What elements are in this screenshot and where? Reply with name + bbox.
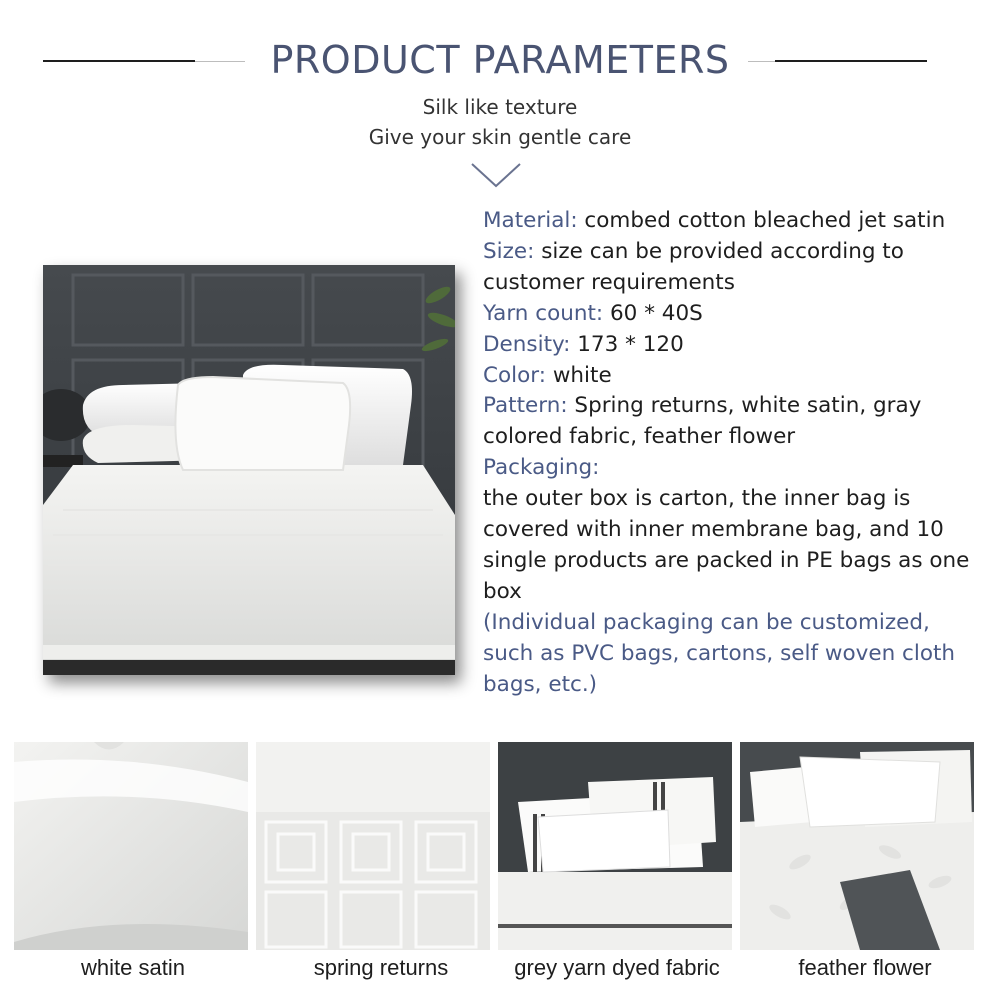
thumbnail-grey-yarn-dyed-fabric xyxy=(498,742,732,950)
caption-grey-yarn-dyed-fabric: grey yarn dyed fabric xyxy=(514,955,720,980)
page-title: PRODUCT PARAMETERS xyxy=(270,38,730,82)
product-parameters xyxy=(483,206,983,701)
param-label: Packaging: xyxy=(483,455,600,481)
param-value: combed cotton bleached jet satin xyxy=(577,208,946,233)
param-packaging xyxy=(483,453,983,484)
chevron-down-icon xyxy=(470,160,522,190)
subtitle-line-1: Silk like texture xyxy=(422,95,578,119)
caption-spring-returns: spring returns xyxy=(313,955,449,980)
param-value: size can be provided according to customer requirements xyxy=(483,238,904,295)
param-density xyxy=(483,330,983,361)
param-size xyxy=(483,237,983,299)
param-value: 60 * 40S xyxy=(603,300,703,326)
param-value: white xyxy=(546,362,612,388)
param-color xyxy=(483,361,983,392)
param-value: Spring returns, white satin, gray colored fabric, feather flower xyxy=(483,393,922,450)
param-label: Material: xyxy=(483,208,578,233)
param-label: Size: xyxy=(483,238,535,264)
param-label: Color: xyxy=(483,362,546,388)
subtitle-line-2: Give your skin gentle care xyxy=(368,125,632,149)
param-yarn-count xyxy=(483,299,983,330)
param-label: Yarn count: xyxy=(483,300,604,326)
thumbnail-spring-returns xyxy=(256,742,490,950)
main-product-photo xyxy=(43,265,455,675)
packaging-text: the outer box is carton, the inner bag is covered with inner membrane bag, and 10 single products are packed in PE bags as one box xyxy=(483,486,970,604)
param-label: Pattern: xyxy=(483,393,568,419)
caption-feather-flower: feather flower xyxy=(798,955,932,980)
param-material xyxy=(483,206,983,237)
packaging-note: (Individual packaging can be customized, such as PVC bags, cartons, self woven cloth bags, etc.) xyxy=(483,609,956,697)
param-label: Density: xyxy=(483,331,571,357)
thumbnail-white-satin xyxy=(14,742,248,950)
param-pattern xyxy=(483,391,983,453)
caption-white-satin: white satin xyxy=(81,955,185,980)
param-value: 173 * 120 xyxy=(570,331,684,357)
thumbnail-feather-flower xyxy=(740,742,974,950)
